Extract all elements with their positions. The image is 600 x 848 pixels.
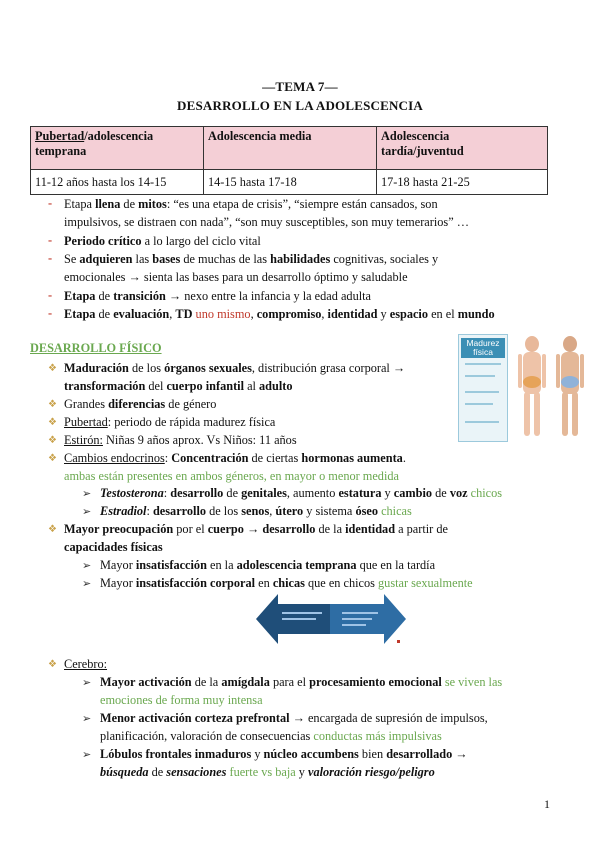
bullet-dash: -: [48, 251, 53, 265]
double-arrow-graphic: [256, 592, 406, 646]
text-line-shape: [342, 612, 378, 614]
red-mark: [397, 640, 400, 643]
section-heading-fisico: DESARROLLO FÍSICO: [30, 341, 162, 355]
arrow-bullet-icon: ➢: [82, 578, 92, 590]
leg-shape: [562, 392, 568, 436]
arm-shape: [580, 354, 584, 388]
leg-shape: [534, 392, 540, 436]
item-preocupacion: Mayor preocupación por el cuerpo → desarrollo de la identidad a partir de: [64, 522, 448, 536]
leg-shape: [572, 392, 578, 436]
arrow-bullet-icon: ➢: [82, 749, 92, 761]
text-line-shape: [342, 624, 366, 626]
age-cell-temprana: 11-12 años hasta los 14-15: [31, 170, 204, 195]
bullet-dash: -: [48, 306, 53, 320]
item-estiron: Estirón: Niñas 9 años aprox. Vs Niños: 11 años: [64, 433, 297, 447]
age-cell-tardia: 17-18 hasta 21-25: [377, 170, 548, 195]
head-shape: [563, 336, 577, 352]
bullet-dash: -: [48, 196, 53, 210]
bullet-mitos: Etapa llena de mitos: “es una etapa de crisis”, “siempre están cansados, son: [64, 197, 438, 211]
subitem-lobulos: Lóbulos frontales inmaduros y núcleo accumbens bien desarrollado →: [100, 747, 468, 761]
diamond-bullet-icon: ❖: [48, 417, 57, 428]
arrow-bullet-icon: ➢: [82, 488, 92, 500]
leg-shape: [524, 392, 530, 436]
table-header-row: [31, 127, 548, 170]
bullet-transicion: Etapa de transición → nexo entre la infancia y la edad adulta: [64, 289, 372, 303]
item-endocrinos-note: ambas están presentes en ambos géneros, en mayor o menor medida: [64, 469, 399, 483]
head-shape: [525, 336, 539, 352]
bullet-dash: -: [48, 288, 53, 302]
header-cell-tardia: Adolescencia tardía/juventud: [377, 127, 548, 170]
stages-table: [30, 126, 548, 195]
arrow-bullet-icon: ➢: [82, 677, 92, 689]
text-line-shape: [282, 612, 322, 614]
physical-maturity-figure: [458, 334, 590, 440]
diamond-bullet-icon: ❖: [48, 524, 57, 535]
subitem-amigdala-line2: emociones de forma muy intensa: [100, 693, 263, 707]
text-line-shape: [282, 618, 316, 620]
page-title: DESARROLLO EN LA ADOLESCENCIA: [177, 98, 423, 113]
hip-shape: [523, 376, 541, 388]
subitem-estradiol: Estradiol: desarrollo de los senos, útero y sistema óseo chicas: [100, 504, 412, 518]
bullet-bases-line2: emocionales → sienta las bases para un desarrollo óptimo y saludable: [64, 270, 408, 284]
arrow-bullet-icon: ➢: [82, 506, 92, 518]
subitem-prefrontal-line2: planificación, valoración de consecuencias conductas más impulsivas: [100, 729, 442, 743]
item-endocrinos: Cambios endocrinos: Concentración de ciertas hormonas aumenta.: [64, 451, 406, 465]
text-line-shape: [342, 618, 372, 620]
item-diferencias: Grandes diferencias de género: [64, 397, 217, 411]
diamond-bullet-icon: ❖: [48, 659, 57, 670]
hip-shape: [561, 376, 579, 388]
arrow-bullet-icon: ➢: [82, 560, 92, 572]
page-number: 1: [544, 797, 550, 811]
diamond-bullet-icon: ❖: [48, 363, 57, 374]
bullet-periodo-critico: Periodo crítico a lo largo del ciclo vital: [64, 234, 261, 248]
figure-panel: [458, 334, 508, 442]
arm-shape: [542, 354, 546, 388]
arrow-bullet-icon: ➢: [82, 713, 92, 725]
subitem-insatisfaccion-temprana: Mayor insatisfacción en la adolescencia temprana que en la tardía: [100, 558, 436, 572]
bullet-bases: Se adquieren las bases de muchas de las habilidades cognitivas, sociales y: [64, 252, 439, 266]
subitem-amigdala: Mayor activación de la amígdala para el procesamiento emocional se viven las: [100, 675, 503, 689]
section-heading-cerebro: Cerebro:: [64, 657, 108, 671]
table-row: [31, 170, 548, 195]
subitem-insatisfaccion-chicas: Mayor insatisfacción corporal en chicas que en chicos gustar sexualmente: [100, 576, 473, 590]
diamond-bullet-icon: ❖: [48, 399, 57, 410]
item-maduracion: Maduración de los órganos sexuales, distribución grasa corporal →: [64, 361, 406, 375]
diamond-bullet-icon: ❖: [48, 453, 57, 464]
subitem-testosterona: Testosterona: desarrollo de genitales, aumento estatura y cambio de voz chicos: [100, 486, 503, 500]
bullet-dash: -: [48, 233, 53, 247]
figure-panel-title: Madurez física: [461, 338, 505, 358]
subitem-lobulos-line2: búsqueda de sensaciones fuerte vs baja y valoración riesgo/peligro: [100, 765, 435, 779]
tema-label: —TEMA 7—: [262, 79, 338, 94]
header-cell-temprana: Pubertad/adolescencia temprana: [31, 127, 204, 170]
bullet-evaluacion: Etapa de evaluación, TD uno mismo, compromiso, identidad y espacio en el mundo: [64, 307, 495, 321]
item-pubertad: Pubertad: periodo de rápida madurez física: [64, 415, 276, 429]
item-preocupacion-line2: capacidades físicas: [64, 540, 163, 554]
subitem-prefrontal: Menor activación corteza prefrontal → encargada de supresión de impulsos,: [100, 711, 488, 725]
header-cell-media: Adolescencia media: [204, 127, 377, 170]
bullet-mitos-line2: impulsivos, se distraen con nada”, “son muy susceptibles, son muy temerarios” …: [64, 215, 470, 229]
age-cell-media: 14-15 hasta 17-18: [204, 170, 377, 195]
item-maduracion-line2: transformación del cuerpo infantil al adulto: [64, 379, 293, 393]
body-silhouettes: [508, 334, 590, 440]
arm-shape: [556, 354, 560, 388]
arm-shape: [518, 354, 522, 388]
diamond-bullet-icon: ❖: [48, 435, 57, 446]
